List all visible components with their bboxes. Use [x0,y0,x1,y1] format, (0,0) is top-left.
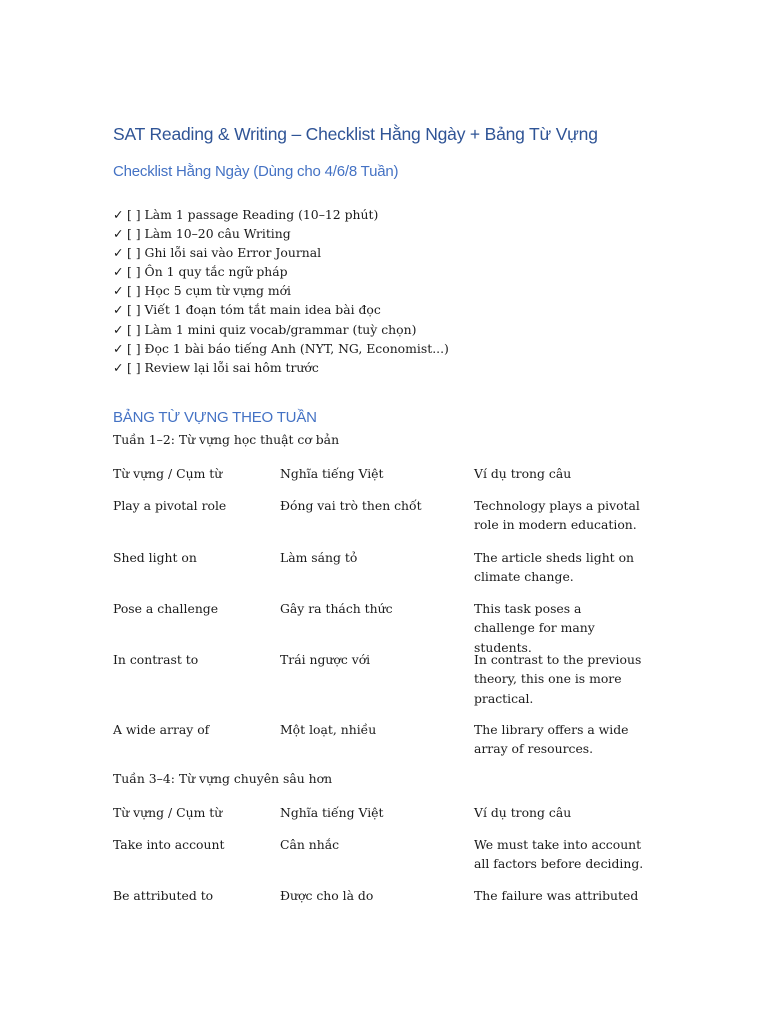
vocab-term: Shed light on [113,550,197,565]
checklist-item-text: [ ] Học 5 cụm từ vựng mới [127,283,292,299]
vocab-term: A wide array of [113,722,210,737]
checklist-item [113,205,449,224]
vocab-term: Take into account [113,837,225,852]
document-title: SAT Reading & Writing – Checklist Hằng Ngày + Bảng Từ Vựng [113,124,598,144]
checklist-item-text: [ ] Làm 1 mini quiz vocab/grammar (tuỳ chọn) [127,321,417,337]
header-meaning: Nghĩa tiếng Việt [280,466,384,481]
header-term: Từ vựng / Cụm từ [113,466,223,481]
vocab-example: Technology plays a pivotal role in modern education. [474,498,640,533]
vocab-term: Pose a challenge [113,601,219,616]
vocab-meaning: Cân nhắc [280,837,340,852]
checklist-item-text: [ ] Viết 1 đoạn tóm tắt main idea bài đọc [127,302,381,318]
vocab-term: Play a pivotal role [113,498,227,513]
vocab-meaning: Được cho là do [280,888,374,903]
week-title: Tuần 1–2: Từ vựng học thuật cơ bản [113,432,340,447]
checkmark-icon: ✓ [113,264,124,280]
checklist-item [113,320,449,339]
checkmark-icon: ✓ [113,340,124,356]
checkmark-icon: ✓ [113,359,124,375]
vocab-example: We must take into account all factors before deciding. [474,837,644,872]
header-term: Từ vựng / Cụm từ [113,805,223,820]
checklist-item [113,262,449,281]
checklist-item-text: [ ] Làm 1 passage Reading (10–12 phút) [127,207,379,222]
vocab-example: The library offers a wide array of resources. [474,722,629,757]
checklist-item [113,339,449,358]
checkmark-icon: ✓ [113,302,124,318]
checklist-item [113,243,449,262]
vocab-meaning: Đóng vai trò then chốt [280,498,422,513]
vocab-term: Be attributed to [113,888,214,903]
checklist-item [113,224,449,243]
checklist-item-text: [ ] Ghi lỗi sai vào Error Journal [127,245,322,261]
checklist-item-text: [ ] Làm 10–20 câu Writing [127,226,291,242]
checkmark-icon: ✓ [113,245,124,261]
vocab-example: The article sheds light on climate change. [474,550,635,585]
daily-checklist [113,205,449,377]
checklist-item-text: [ ] Review lại lỗi sai hôm trước [127,359,319,375]
checkmark-icon: ✓ [113,321,124,337]
vocab-meaning: Gây ra thách thức [280,601,393,616]
checkmark-icon: ✓ [113,226,124,242]
vocab-example: The failure was attributed [474,888,639,903]
checklist-item [113,281,449,300]
vocab-meaning: Trái ngược với [280,652,371,667]
header-example: Ví dụ trong câu [474,805,572,820]
vocab-example: In contrast to the previous theory, this one is more practical. [474,652,642,706]
header-example: Ví dụ trong câu [474,466,572,481]
checkmark-icon: ✓ [113,283,124,299]
vocab-term: In contrast to [113,652,199,667]
header-meaning: Nghĩa tiếng Việt [280,805,384,820]
checklist-item-text: [ ] Đọc 1 bài báo tiếng Anh (NYT, NG, Economist...) [127,340,449,356]
checklist-item [113,300,449,319]
checkmark-icon: ✓ [113,207,124,222]
week-title: Tuần 3–4: Từ vựng chuyên sâu hơn [113,771,333,786]
vocab-meaning: Làm sáng tỏ [280,550,358,565]
vocab-example: This task poses a challenge for many students. [474,601,595,655]
checklist-item-text: [ ] Ôn 1 quy tắc ngữ pháp [127,264,288,280]
checklist-item [113,358,449,377]
checklist-heading: Checklist Hằng Ngày (Dùng cho 4/6/8 Tuần) [113,163,399,180]
vocab-meaning: Một loạt, nhiều [280,722,377,737]
vocab-heading: BẢNG TỪ VỰNG THEO TUẦN [113,409,317,426]
